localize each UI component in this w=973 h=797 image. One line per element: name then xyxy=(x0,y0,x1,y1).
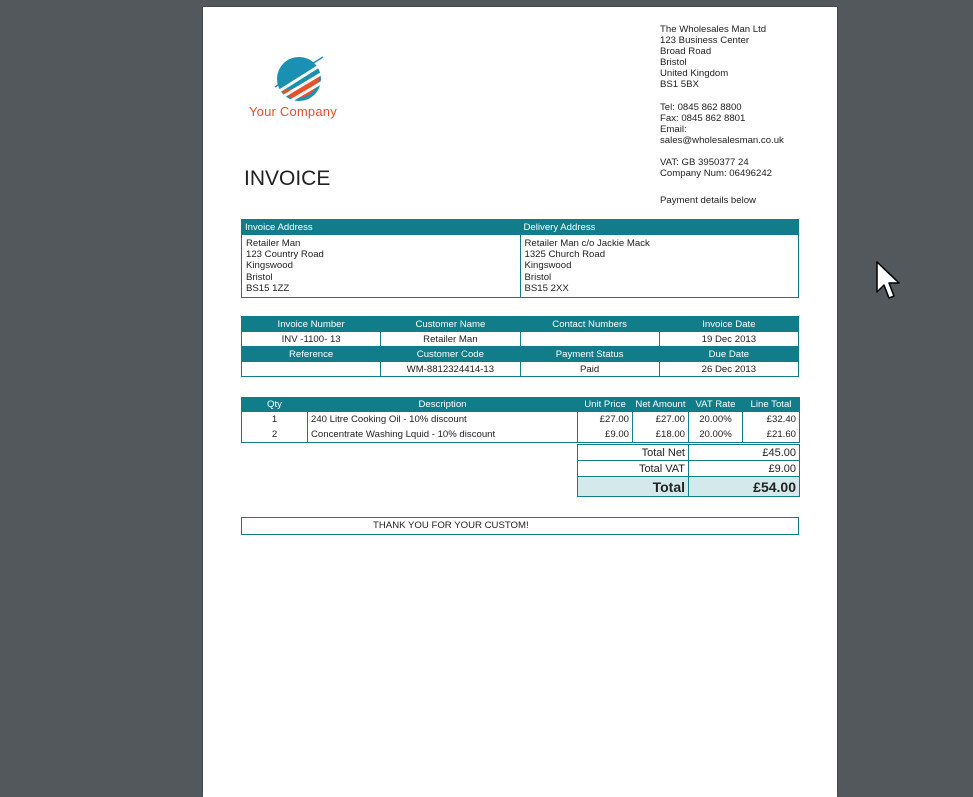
logo-text: Your Company xyxy=(249,104,337,119)
mouse-pointer-icon xyxy=(876,261,902,301)
address-line: Bristol xyxy=(246,271,273,283)
company-details xyxy=(660,24,784,206)
meta-header: Invoice Number xyxy=(242,317,381,332)
company-address-line: BS1 5BX xyxy=(660,79,699,91)
company-vat: VAT: GB 3950377 24 xyxy=(660,156,749,168)
address-line: Retailer Man xyxy=(246,238,301,249)
meta-header: Contact Numbers xyxy=(520,317,659,332)
total-net-label: Total Net xyxy=(578,445,689,461)
invoice-address-header: Invoice Address xyxy=(245,222,313,233)
company-logo-icon xyxy=(265,51,335,105)
items-header: Description xyxy=(308,398,578,412)
invoice-number: INV -1100- 13 xyxy=(242,332,381,347)
item-description: Concentrate Washing Lquid - 10% discount xyxy=(308,427,578,443)
item-unit-price: £27.00 xyxy=(578,412,633,428)
company-email-label: Email: xyxy=(660,123,687,135)
meta-header: Invoice Date xyxy=(659,317,798,332)
item-qty: 2 xyxy=(242,427,308,443)
company-address-line: Bristol xyxy=(660,57,687,69)
customer-code: WM-8812324414-13 xyxy=(381,362,520,377)
address-line: Kingswood xyxy=(524,260,572,272)
item-net-amount: £18.00 xyxy=(633,427,689,443)
meta-header: Customer Name xyxy=(381,317,520,332)
line-items-table xyxy=(241,397,800,443)
reference xyxy=(242,362,381,377)
items-header: Net Amount xyxy=(633,398,689,412)
customer-name: Retailer Man xyxy=(381,332,520,347)
address-line: BS15 1ZZ xyxy=(246,282,290,294)
address-line: Bristol xyxy=(524,271,552,283)
meta-header: Due Date xyxy=(659,347,798,362)
item-description: 240 Litre Cooking Oil - 10% discount xyxy=(308,412,578,428)
address-line: Kingswood xyxy=(246,260,293,272)
meta-header: Customer Code xyxy=(381,347,520,362)
company-email: sales@wholesalesman.co.uk xyxy=(660,134,784,146)
total-net-value: £45.00 xyxy=(689,445,800,461)
total-vat-value: £9.00 xyxy=(689,461,800,477)
invoice-address xyxy=(242,235,521,298)
company-fax: Fax: 0845 862 8801 xyxy=(660,112,746,124)
address-line: Retailer Man c/o Jackie Mack xyxy=(524,238,650,249)
item-qty: 1 xyxy=(242,412,308,428)
item-vat-rate: 20.00% xyxy=(689,412,743,428)
thank-you-banner xyxy=(241,517,799,535)
due-date: 26 Dec 2013 xyxy=(659,362,798,377)
invoice-meta-table xyxy=(241,316,799,377)
delivery-address xyxy=(520,235,799,298)
items-header: Qty xyxy=(242,398,308,412)
meta-header: Reference xyxy=(242,347,381,362)
address-line: 123 Country Road xyxy=(246,249,324,261)
item-line-total: £21.60 xyxy=(743,427,800,443)
company-address-line: Broad Road xyxy=(660,46,712,58)
address-table xyxy=(241,219,799,298)
invoice-date: 19 Dec 2013 xyxy=(659,332,798,347)
item-line-total: £32.40 xyxy=(743,412,800,428)
company-address-line: United Kingdom xyxy=(660,68,729,80)
company-address-line: 123 Business Center xyxy=(660,35,750,47)
thank-you-text: THANK YOU FOR YOUR CUSTOM! xyxy=(373,520,529,531)
company-name: The Wholesales Man Ltd xyxy=(660,24,767,35)
payment-note: Payment details below xyxy=(660,195,756,207)
table-row xyxy=(242,427,800,443)
item-net-amount: £27.00 xyxy=(633,412,689,428)
invoice-page xyxy=(203,7,837,797)
items-header: Unit Price xyxy=(578,398,633,412)
address-line: BS15 2XX xyxy=(524,282,569,294)
delivery-address-header: Delivery Address xyxy=(520,220,799,236)
address-line: 1325 Church Road xyxy=(524,249,606,261)
items-header: VAT Rate xyxy=(689,398,743,412)
meta-header: Payment Status xyxy=(520,347,659,362)
totals-table xyxy=(577,444,800,497)
payment-status: Paid xyxy=(520,362,659,377)
contact-numbers xyxy=(520,332,659,347)
company-tel: Tel: 0845 862 8800 xyxy=(660,101,742,113)
grand-total-label: Total xyxy=(578,477,689,497)
company-number: Company Num: 06496242 xyxy=(660,168,772,180)
item-vat-rate: 20.00% xyxy=(689,427,743,443)
table-row xyxy=(242,412,800,428)
invoice-title: INVOICE xyxy=(244,167,331,190)
grand-total-value: £54.00 xyxy=(689,477,800,497)
items-header: Line Total xyxy=(743,398,800,412)
total-vat-label: Total VAT xyxy=(578,461,689,477)
item-unit-price: £9.00 xyxy=(578,427,633,443)
